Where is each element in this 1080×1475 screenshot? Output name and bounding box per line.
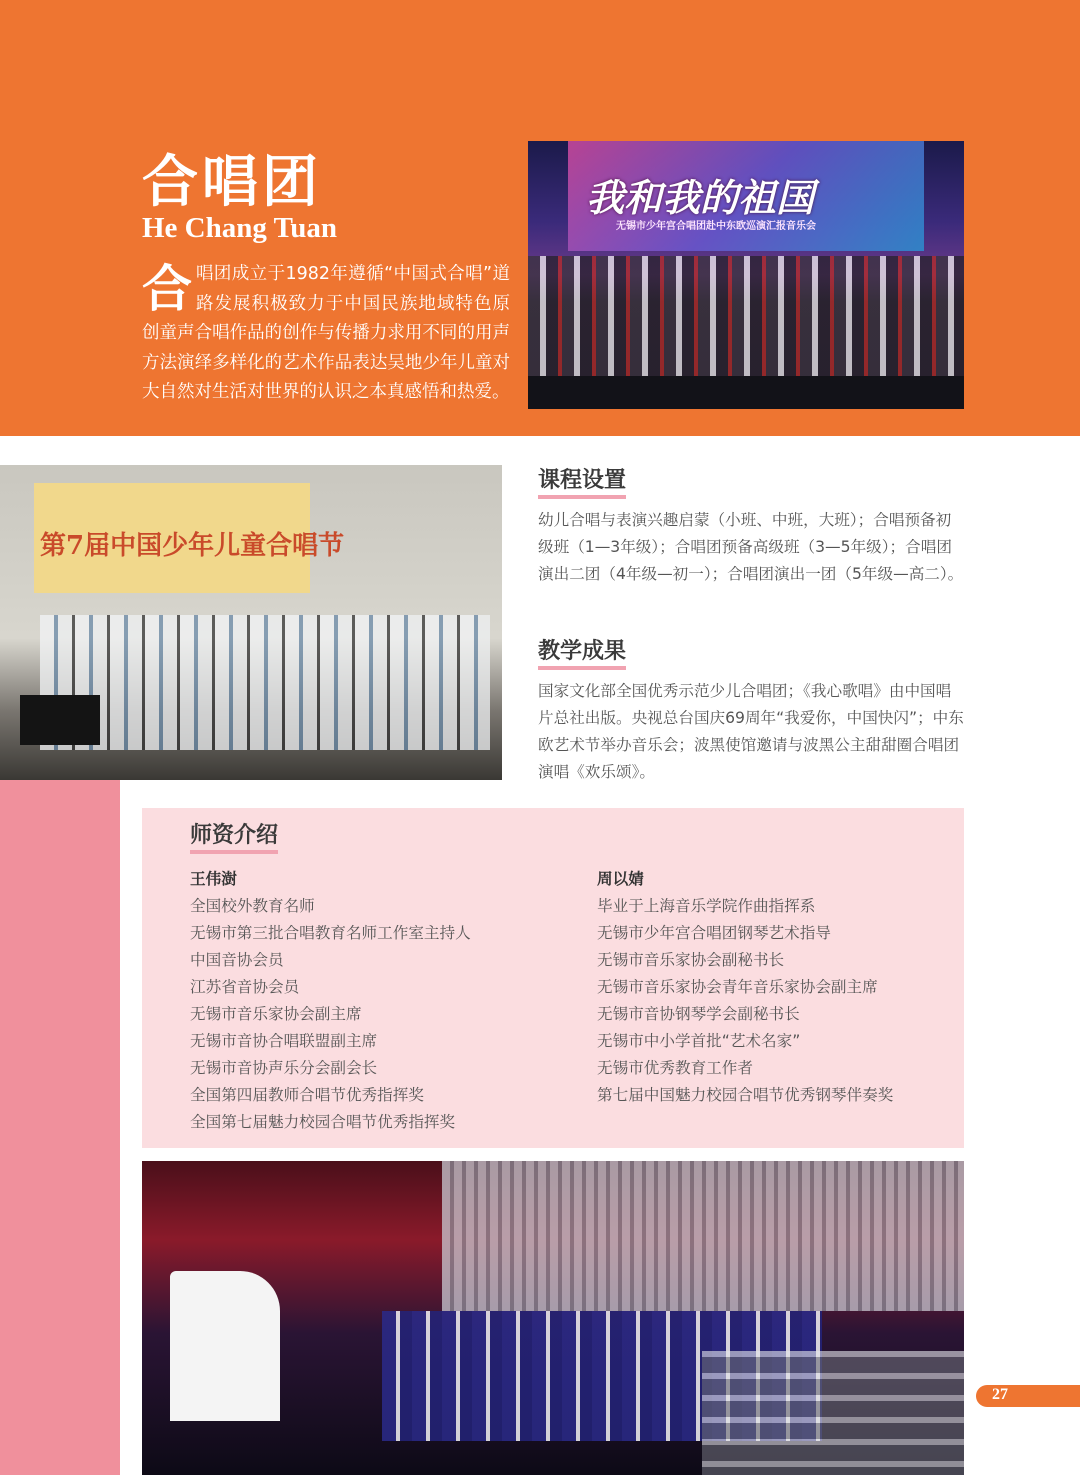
list-item: 无锡市音协钢琴学会副秘书长	[597, 1005, 800, 1023]
list-item: 毕业于上海音乐学院作曲指挥系	[597, 897, 816, 915]
teachers-panel	[142, 808, 964, 1148]
page-subtitle-pinyin: He Chang Tuan	[142, 212, 338, 244]
intro-text: 唱团成立于1982年遵循“中国式合唱”道路发展积极致力于中国民族地域特色原创童声合唱作品的创作与传播力求用不同的用声方法演绎多样化的艺术作品表达吴地少年儿童对大自然对生活对世界的认识之本真感悟和热爱。	[142, 264, 510, 402]
stage-steps	[702, 1351, 964, 1475]
side-strip	[0, 780, 120, 1475]
list-item: 无锡市音协合唱联盟副主席	[190, 1032, 378, 1050]
teacher-credentials	[597, 893, 893, 1109]
course-section-title: 课程设置	[538, 463, 626, 499]
teacher-column-left	[190, 866, 471, 1136]
list-item: 中国音协会员	[190, 951, 284, 969]
teacher-name: 王伟澍	[190, 870, 237, 888]
concert-photo	[528, 141, 964, 409]
list-item: 无锡市第三批合唱教育名师工作室主持人	[190, 924, 471, 942]
list-item: 无锡市优秀教育工作者	[597, 1059, 753, 1077]
list-item: 全国第七届魅力校园合唱节优秀指挥奖	[190, 1113, 456, 1131]
festival-sign-text: 第7届中国少年儿童合唱节	[40, 531, 345, 561]
list-item: 无锡市音乐家协会青年音乐家协会副主席	[597, 978, 878, 996]
teachers-section-title: 师资介绍	[190, 818, 278, 854]
list-item: 无锡市音协声乐分会副会长	[190, 1059, 378, 1077]
stage-performance-photo	[142, 1161, 964, 1475]
list-item: 第七届中国魅力校园合唱节优秀钢琴伴奏奖	[597, 1086, 894, 1104]
page-number: 27	[992, 1386, 1008, 1403]
list-item: 江苏省音协会员	[190, 978, 300, 996]
teacher-column-right	[597, 866, 893, 1109]
children-choir	[40, 615, 490, 750]
list-item: 全国校外教育名师	[190, 897, 315, 915]
results-section-body: 国家文化部全国优秀示范少儿合唱团；《我心歌唱》由中国唱片总社出版。央视总台国庆69周年“我爱你，中国快闪”；中东欧艺术节举办音乐会；波黑使馆邀请与波黑公主甜甜圈合唱团演唱《欢乐颂》。	[538, 682, 964, 781]
teacher-credentials	[190, 893, 471, 1136]
banner-subtitle: 无锡市少年宫合唱团赴中东欧巡演汇报音乐会	[616, 221, 816, 232]
list-item: 无锡市音乐家协会副秘书长	[597, 951, 785, 969]
intro-dropcap: 合	[142, 260, 192, 318]
choir-festival-photo	[0, 465, 502, 780]
page-number-tab	[976, 1385, 1080, 1407]
grand-piano	[170, 1271, 280, 1421]
list-item: 全国第四届教师合唱节优秀指挥奖	[190, 1086, 424, 1104]
teacher-name: 周以婧	[597, 870, 644, 888]
banner-title: 我和我的祖国	[586, 175, 815, 220]
piano	[20, 695, 100, 745]
organ-pipes	[442, 1161, 964, 1311]
intro-paragraph	[142, 260, 510, 408]
stage-floor	[528, 376, 964, 409]
course-section-body: 幼儿合唱与表演兴趣启蒙（小班、中班，大班）；合唱预备初级班（1—3年级）；合唱团预备高级班（3—5年级）；合唱团演出二团（4年级—初一）；合唱团演出一团（5年级—高二）。	[538, 511, 964, 583]
list-item: 无锡市中小学首批“艺术名家”	[597, 1032, 801, 1050]
list-item: 无锡市音乐家协会副主席	[190, 1005, 362, 1023]
results-section-title: 教学成果	[538, 634, 626, 670]
page-title: 合唱团	[142, 150, 322, 215]
list-item: 无锡市少年宫合唱团钢琴艺术指导	[597, 924, 831, 942]
